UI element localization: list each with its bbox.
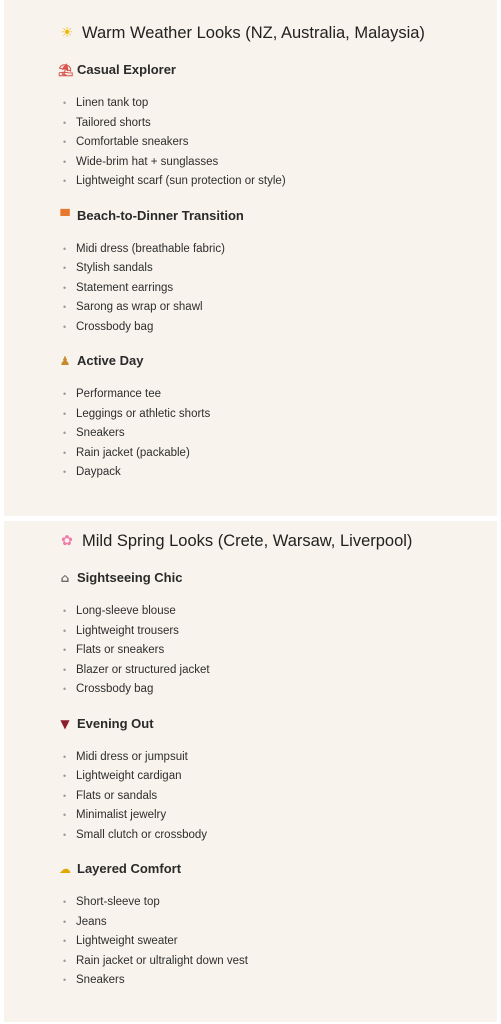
- bullet-icon: •: [63, 625, 67, 636]
- bullet-icon: •: [63, 428, 67, 438]
- warm-weather-panel: [4, 0, 497, 516]
- yoga-icon: ♟: [59, 354, 71, 368]
- list-item: [58, 424, 497, 444]
- list-item-text: Tailored shorts: [76, 116, 151, 129]
- bullet-icon: •: [63, 664, 67, 675]
- list-item: [58, 952, 497, 972]
- list-item: [58, 405, 497, 425]
- list-item-text: Wide-brim hat + sunglasses: [76, 155, 219, 168]
- list-item: [58, 622, 497, 642]
- group-title-text: Active Day: [77, 353, 144, 368]
- bullet-icon: •: [63, 117, 67, 128]
- item-list: [58, 94, 497, 192]
- list-item-text: Daypack: [76, 466, 121, 478]
- section-title: [58, 528, 497, 554]
- cherry-blossom-icon: ✿: [61, 533, 73, 549]
- list-item: [58, 153, 497, 173]
- group-title-text: Layered Comfort: [77, 861, 182, 876]
- group-title-text: Beach-to-Dinner Transition: [77, 207, 244, 223]
- list-item-text: Blazer or structured jacket: [76, 663, 210, 676]
- list-item-text: Flats or sneakers: [76, 644, 165, 656]
- list-item-text: Lightweight sweater: [76, 935, 178, 947]
- bullet-icon: •: [63, 282, 67, 293]
- item-list: [58, 385, 497, 483]
- list-item: [58, 826, 497, 846]
- group-title: [58, 60, 497, 80]
- group-title: [58, 859, 497, 879]
- list-item-text: Statement earrings: [76, 281, 174, 294]
- bullet-icon: •: [63, 243, 67, 254]
- list-item: [58, 971, 497, 991]
- bullet-icon: •: [63, 790, 67, 801]
- bullet-icon: •: [63, 321, 67, 332]
- list-item: [58, 279, 497, 299]
- list-item-text: Flats or sandals: [76, 789, 158, 802]
- list-item-text: Comfortable sneakers: [76, 136, 189, 148]
- group-title-text: Sightseeing Chic: [77, 570, 183, 585]
- item-list: [58, 602, 497, 700]
- wine-glass-icon: ▼: [60, 716, 70, 731]
- bullet-icon: •: [63, 467, 67, 477]
- list-item: [58, 748, 497, 768]
- bullet-icon: •: [63, 936, 67, 946]
- list-item-text: Minimalist jewelry: [76, 809, 167, 821]
- list-item: [58, 680, 497, 700]
- mild-spring-panel: [4, 521, 497, 1022]
- sun-icon: ☀: [60, 25, 74, 41]
- list-item: [58, 240, 497, 260]
- list-item-text: Lightweight cardigan: [76, 770, 182, 782]
- list-item: [58, 787, 497, 807]
- section-title-text: Mild Spring Looks (Crete, Warsaw, Liverpool): [82, 532, 413, 550]
- list-item-text: Sarong as wrap or shawl: [76, 301, 203, 313]
- list-item-text: Small clutch or crossbody: [76, 828, 208, 841]
- bullet-icon: •: [63, 302, 67, 312]
- outfit-group-sightseeing-chic: [58, 568, 497, 700]
- list-item: [58, 932, 497, 952]
- bullet-icon: •: [63, 829, 67, 840]
- item-list: [58, 748, 497, 846]
- item-list: [58, 893, 497, 991]
- bullet-icon: •: [63, 684, 67, 694]
- list-item-text: Rain jacket or ultralight down vest: [76, 954, 248, 967]
- bullet-icon: •: [63, 916, 67, 927]
- list-item: [58, 259, 497, 279]
- bullet-icon: •: [63, 156, 67, 167]
- list-item: [58, 114, 497, 134]
- group-title: [58, 568, 497, 588]
- group-title-text: Casual Explorer: [77, 62, 176, 77]
- bullet-icon: •: [63, 176, 67, 186]
- list-item-text: Midi dress (breathable fabric): [76, 242, 225, 255]
- section-title: [58, 20, 497, 46]
- list-item: [58, 463, 497, 483]
- outfit-group-beach-to-dinner: [58, 206, 497, 338]
- item-list: [58, 240, 497, 338]
- bullet-icon: •: [63, 137, 67, 147]
- list-item-text: Lightweight trousers: [76, 624, 179, 637]
- beach-umbrella-icon: ⛱: [58, 63, 74, 77]
- bullet-icon: •: [63, 408, 67, 419]
- list-item-text: Performance tee: [76, 388, 162, 400]
- list-item: [58, 172, 497, 192]
- list-item: [58, 806, 497, 826]
- list-item-text: Rain jacket (packable): [76, 446, 190, 459]
- list-item: [58, 444, 497, 464]
- list-item: [58, 893, 497, 913]
- bullet-icon: •: [63, 771, 67, 781]
- outfit-group-evening-out: [58, 714, 497, 846]
- list-item: [58, 298, 497, 318]
- list-item-text: Jeans: [76, 915, 107, 928]
- bullet-icon: •: [63, 975, 67, 985]
- list-item-text: Lightweight scarf (sun protection or style): [76, 175, 286, 187]
- list-item: [58, 661, 497, 681]
- list-item: [58, 641, 497, 661]
- list-item: [58, 94, 497, 114]
- list-item-text: Crossbody bag: [76, 320, 154, 333]
- list-item-text: Sneakers: [76, 974, 125, 986]
- list-item-text: Short-sleeve top: [76, 896, 160, 908]
- bullet-icon: •: [63, 98, 67, 108]
- classical-building-icon: ⌂: [60, 571, 70, 585]
- bullet-icon: •: [63, 810, 67, 820]
- group-title: [58, 351, 497, 371]
- list-item: [58, 767, 497, 787]
- list-item-text: Sneakers: [76, 427, 125, 439]
- outfit-group-layered-comfort: [58, 859, 497, 991]
- bullet-icon: •: [63, 955, 67, 966]
- bullet-icon: •: [63, 751, 67, 762]
- list-item-text: Linen tank top: [76, 97, 149, 109]
- list-item: [58, 318, 497, 338]
- bullet-icon: •: [63, 263, 67, 273]
- list-item: [58, 385, 497, 405]
- bullet-icon: •: [63, 606, 67, 616]
- group-title-text: Evening Out: [77, 715, 154, 731]
- sun-behind-cloud-icon: ☁: [59, 862, 71, 876]
- bullet-icon: •: [63, 447, 67, 458]
- bullet-icon: •: [63, 897, 67, 907]
- list-item-text: Long-sleeve blouse: [76, 605, 176, 617]
- section-title-text: Warm Weather Looks (NZ, Australia, Malaysia): [82, 24, 425, 42]
- list-item: [58, 602, 497, 622]
- outfit-group-casual-explorer: [58, 60, 497, 192]
- list-item: [58, 133, 497, 153]
- list-item-text: Leggings or athletic shorts: [76, 407, 211, 420]
- list-item: [58, 913, 497, 933]
- list-item-text: Crossbody bag: [76, 683, 154, 695]
- bullet-icon: •: [63, 645, 67, 655]
- outfit-group-active-day: [58, 351, 497, 483]
- bullet-icon: •: [63, 389, 67, 399]
- list-item-text: Stylish sandals: [76, 262, 153, 274]
- group-title: [58, 714, 497, 734]
- sunset-icon: ▀: [60, 208, 70, 223]
- list-item-text: Midi dress or jumpsuit: [76, 750, 188, 763]
- group-title: [58, 206, 497, 226]
